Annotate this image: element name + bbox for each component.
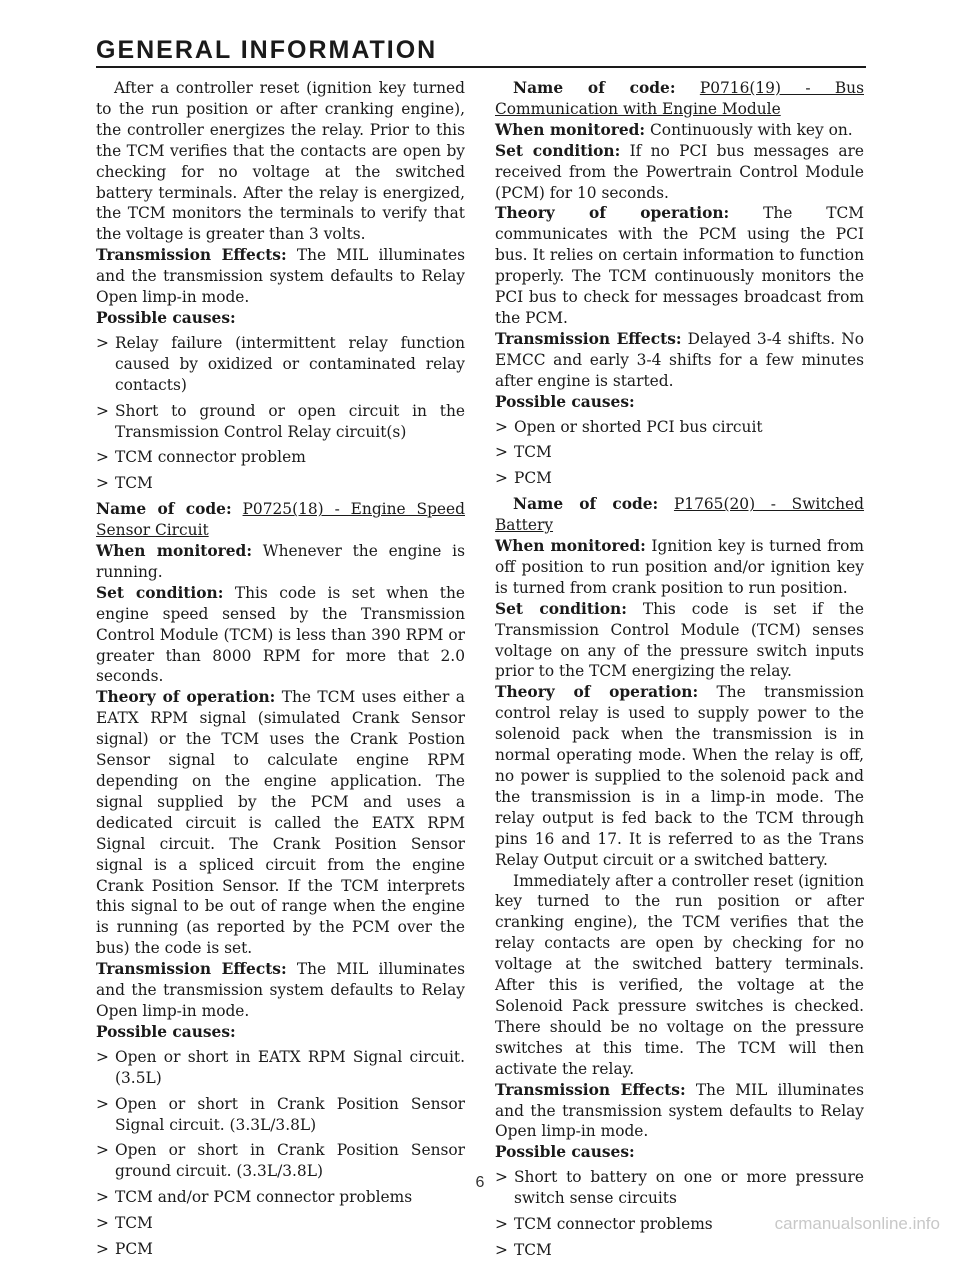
field-label: Transmission Effects: <box>96 246 287 265</box>
code-name-value: P1765(20) - Switched Battery <box>495 495 865 535</box>
field-label: Theory of operation: <box>495 204 730 223</box>
title-underline <box>96 66 866 68</box>
transmission-effects <box>96 959 465 1022</box>
field-value: This code is set when the engine speed sensed by the Transmission Control Module (TCM) is less than 390 RPM or greater than 8000 RPM for more that 2.0 seconds. <box>96 583 465 686</box>
transmission-effects <box>96 245 465 308</box>
left-column <box>96 78 465 1265</box>
right-column <box>495 78 864 1266</box>
field-value: Continuously with key on. <box>650 120 853 139</box>
field-label: When monitored: <box>495 537 646 556</box>
causes-list <box>96 1047 465 1260</box>
field-value: Whenever the engine is running. <box>96 542 465 581</box>
code-name <box>495 494 864 536</box>
field-value: The MIL illuminates and the transmission system defaults to Relay Open limp-in mode. <box>96 960 465 1020</box>
list-item: > TCM <box>96 1213 465 1234</box>
when-monitored <box>96 541 465 583</box>
list-item: > TCM <box>495 1240 864 1261</box>
set-condition <box>495 599 864 683</box>
when-monitored <box>495 120 864 141</box>
code-block-p0716 <box>495 78 864 489</box>
field-label: Set condition: <box>96 583 224 602</box>
set-condition <box>495 141 864 204</box>
field-label: Name of code: <box>513 495 659 514</box>
list-item: > TCM and/or PCM connector problems <box>96 1187 465 1208</box>
causes-list <box>495 417 864 490</box>
possible-causes-label: Possible causes: <box>96 1022 236 1041</box>
watermark: carmanualsonline.info <box>774 1214 940 1233</box>
list-item: > Open or short in Crank Position Sensor Signal circuit. (3.3L/3.8L) <box>96 1094 465 1136</box>
list-item: > Short to battery on one or more pressure switch sense circuits <box>495 1167 864 1209</box>
field-value: Ignition key is turned from off position to run position and/or ignition key is turned from crank position to run position. <box>495 537 864 597</box>
intro-paragraph: After a controller reset (ignition key turned to the run position or after cranking engine), the controller energizes the relay. Prior to this the TCM verifies that the contacts are open by checking for no voltage at the switched battery terminals. After the relay is energized, the TCM monitors the terminals to verify that the voltage is greater than 3 volts. <box>96 79 465 244</box>
list-item: > PCM <box>96 1239 465 1260</box>
field-label: Set condition: <box>495 599 627 618</box>
list-item: > PCM <box>495 468 864 489</box>
section-title: GENERAL INFORMATION <box>96 36 438 64</box>
field-value: The MIL illuminates and the transmission system defaults to Relay Open limp-in mode. <box>96 246 465 307</box>
field-label: Theory of operation: <box>96 688 276 707</box>
possible-causes-label: Possible causes: <box>495 1143 635 1162</box>
field-value: The MIL illuminates and the transmission system defaults to Relay Open limp-in mode. <box>495 1080 864 1141</box>
theory-of-operation <box>96 687 465 959</box>
field-label: Transmission Effects: <box>495 1080 686 1099</box>
transmission-effects <box>495 1080 864 1143</box>
field-label: When monitored: <box>96 542 253 561</box>
list-item: > TCM <box>495 442 864 463</box>
list-item: > TCM connector problem <box>96 447 465 468</box>
code-block-p1765 <box>495 494 864 1261</box>
field-value: If no PCI bus messages are received from the Powertrain Control Module (PCM) for 10 seconds. <box>495 141 864 202</box>
field-value: The TCM communicates with the PCM using the PCI bus. It relies on certain information to function properly. The TCM continuously monitors the PCI bus to check for messages broadcast from the PCM. <box>495 204 864 327</box>
set-condition <box>96 583 465 688</box>
transmission-effects <box>495 329 864 392</box>
field-label: Transmission Effects: <box>96 960 287 979</box>
field-value: The TCM uses either a EATX RPM signal (simulated Crank Sensor signal) or the TCM uses the Crank Postion Sensor signal to calculate engine RPM depending on the engine application. The signal supplied by the PCM and uses a dedicated circuit is called the EATX RPM Signal circuit. The Crank Position Sensor signal is a spliced circuit from the engine Crank Position Sensor. If the TCM interprets this signal to be out of range when the engine is running (as reported by the PCM over the bus) the code is set. <box>96 688 465 958</box>
page-number: 6 <box>475 1174 485 1191</box>
theory-paragraph-2: Immediately after a controller reset (ignition key turned to the run position or after cranking engine), the TCM verifies that the relay contacts are open by checking for no voltage at the switched battery terminals. After this is verified, the voltage at the Solenoid Pack pressure switches is checked. There should be no voltage on the pressure switches at this time. The TCM will then activate the relay. <box>495 871 864 1078</box>
theory-of-operation <box>495 682 864 870</box>
code-name-value: P0725(18) - Engine Speed Sensor Circuit <box>96 500 465 540</box>
field-label: Set condition: <box>495 141 621 160</box>
field-label: Theory of operation: <box>495 683 699 702</box>
list-item: > Short to ground or open circuit in the Transmission Control Relay circuit(s) <box>96 401 465 443</box>
field-label: Name of code: <box>96 500 232 519</box>
field-value: Delayed 3-4 shifts. No EMCC and early 3-4 shifts for a few minutes after engine is started. <box>495 329 864 390</box>
code-name <box>495 78 864 120</box>
code-name <box>96 499 465 541</box>
code-name-value: P0716(19) - Bus Communication with Engine Module <box>495 79 864 118</box>
list-item: > Open or shorted PCI bus circuit <box>495 417 864 438</box>
code-block-p0725 <box>96 499 465 1260</box>
list-item: > Relay failure (intermittent relay function caused by oxidized or contaminated relay contacts) <box>96 333 465 396</box>
list-item: > TCM connector problems <box>495 1214 864 1235</box>
when-monitored <box>495 536 864 599</box>
possible-causes-label: Possible causes: <box>96 308 236 327</box>
field-label: Name of code: <box>513 79 676 97</box>
possible-causes-label: Possible causes: <box>495 392 635 411</box>
theory-of-operation <box>495 203 864 328</box>
field-label: Transmission Effects: <box>495 329 682 348</box>
field-value: The transmission control relay is used to supply power to the solenoid pack when the transmission is in normal operating mode. When the relay is off, no power is supplied to the solenoid pack and the transmission is in a limp-in mode. The relay output is fed back to the TCM through pins 16 and 17. It is referred to as the Trans Relay Output circuit or a switched battery. <box>495 683 864 869</box>
field-value: This code is set if the Transmission Control Module (TCM) senses voltage on any of the pressure switch inputs prior to the TCM energizing the relay. <box>495 599 864 681</box>
causes-list <box>96 333 465 494</box>
list-item: > Open or short in Crank Position Sensor ground circuit. (3.3L/3.8L) <box>96 1140 465 1182</box>
list-item: > TCM <box>96 473 465 494</box>
field-label: When monitored: <box>495 120 646 139</box>
list-item: > Open or short in EATX RPM Signal circuit. (3.5L) <box>96 1047 465 1089</box>
